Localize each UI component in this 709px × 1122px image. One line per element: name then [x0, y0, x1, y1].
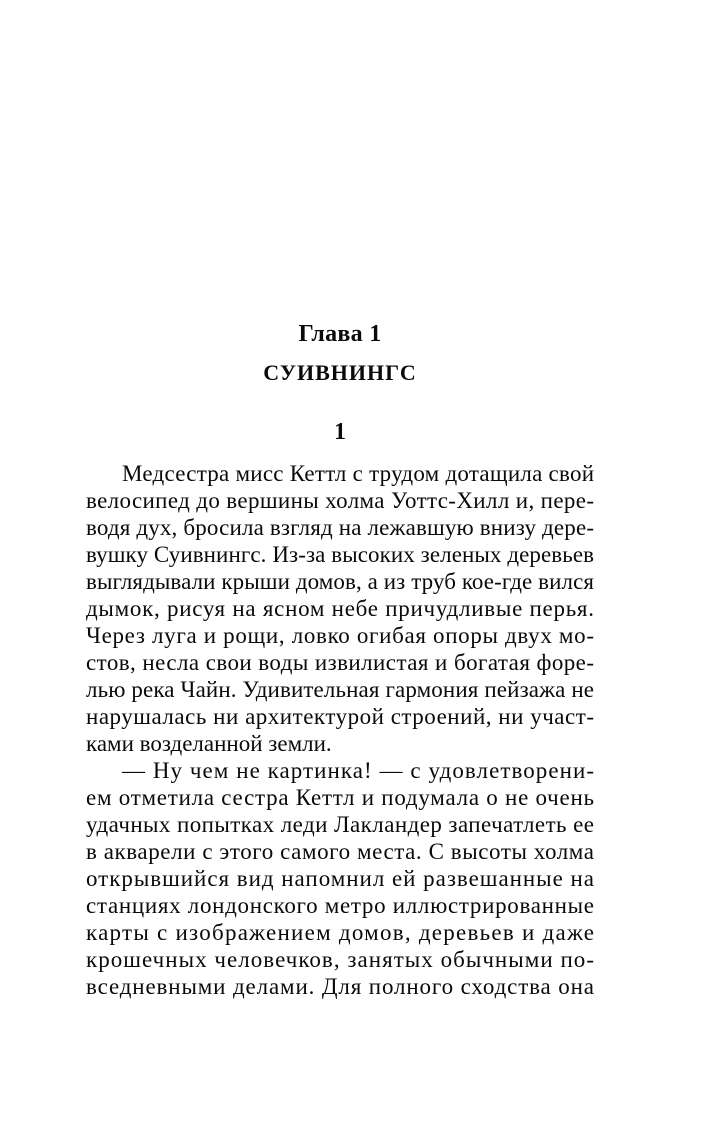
text-line-p2-3: удачных попытках леди Лакландер запечатлеть ее — [86, 812, 594, 837]
chapter-title: СУИВНИНГС — [263, 360, 417, 385]
text-line-p2-5: открывшийся вид напомнил ей развешанные на — [86, 866, 594, 891]
section-number: 1 — [334, 419, 346, 445]
text-line-p2-6: станциях лондонского метро иллюстрированные — [86, 893, 594, 918]
text-line-p1-6: дымок, рисуя на ясном небе причудливые перья. — [86, 596, 594, 621]
text-line-p1-9: лью река Чайн. Удивительная гармония пейзажа не — [86, 677, 594, 702]
text-line-p2-2: ем отметила сестра Кеттл и подумала о не очень — [86, 785, 594, 810]
text-line-p1-11: ками возделанной земли. — [86, 731, 332, 756]
text-line-p2-9: вседневными делами. Для полного сходства она — [86, 974, 594, 999]
text-line-p2-1: — Ну чем не картинка! — с удовлетворени- — [122, 758, 594, 783]
text-line-p1-2: велосипед до вершины холма Уоттс-Хилл и, пере- — [86, 488, 594, 513]
text-line-p1-1: Медсестра мисс Кеттл с трудом дотащила свой — [122, 461, 594, 486]
text-line-p1-7: Через луга и рощи, ловко огибая опоры двух мо- — [86, 623, 594, 648]
text-line-p1-10: нарушалась ни архитектурой строений, ни участ- — [86, 704, 594, 729]
text-line-p1-4: вушку Суивнингс. Из-за высоких зеленых деревьев — [86, 542, 594, 567]
text-line-p1-5: выглядывали крыши домов, а из труб кое-где вился — [86, 569, 594, 594]
text-line-p1-3: водя дух, бросила взгляд на лежавшую внизу дере- — [86, 515, 594, 540]
text-line-p1-8: стов, несла свои воды извилистая и богатая форе- — [86, 650, 594, 675]
text-line-p2-7: карты с изображением домов, деревьев и даже — [86, 920, 594, 945]
text-line-p2-8: крошечных человечков, занятых обычными по- — [86, 947, 594, 972]
chapter-label: Глава 1 — [298, 321, 382, 347]
body-text — [86, 460, 594, 1020]
text-line-p2-4: в акварели с этого самого места. С высоты холма — [86, 839, 594, 864]
